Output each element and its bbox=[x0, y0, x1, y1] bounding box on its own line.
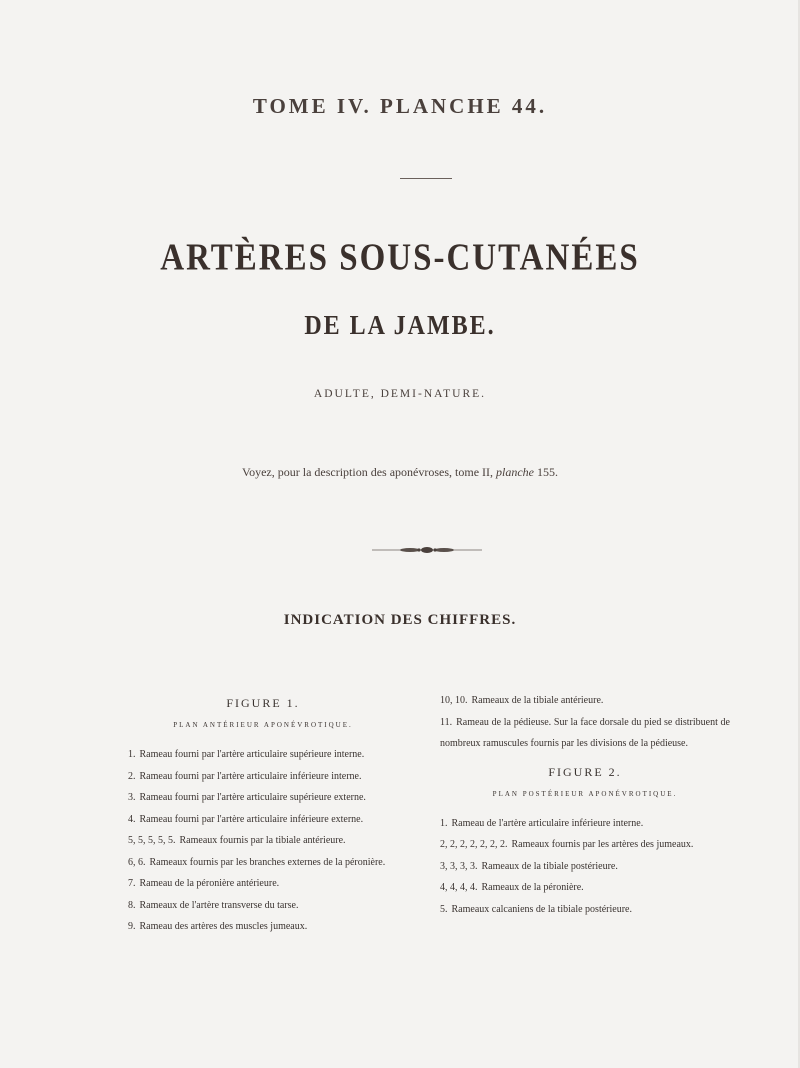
list-item bbox=[440, 813, 730, 835]
figure2-heading: FIGURE 2. bbox=[548, 764, 622, 779]
main-title-line2: DE LA JAMBE. bbox=[304, 310, 496, 341]
reference-number: 155. bbox=[537, 465, 559, 479]
section-title: INDICATION DES CHIFFRES. bbox=[283, 612, 517, 628]
item-number: 2. bbox=[128, 770, 136, 782]
item-text: Rameau fourni par l'artère articulaire supérieure externe. bbox=[139, 792, 366, 803]
figure1-list bbox=[128, 744, 398, 938]
list-item bbox=[440, 877, 730, 899]
list-item bbox=[440, 899, 730, 921]
list-item bbox=[128, 809, 398, 831]
item-text: Rameaux de l'artère transverse du tarse. bbox=[139, 899, 299, 911]
list-item bbox=[128, 873, 398, 895]
item-number: 1. bbox=[128, 749, 136, 760]
item-number: 5. bbox=[440, 903, 448, 915]
item-text: Rameaux fournis par la tibiale antérieure. bbox=[179, 835, 346, 846]
reference-italic: planche bbox=[496, 465, 535, 479]
item-text: Rameaux de la tibiale postérieure. bbox=[481, 860, 618, 872]
list-item bbox=[128, 787, 398, 809]
item-text: Rameau fourni par l'artère articulaire inférieure externe. bbox=[139, 813, 364, 825]
figure1-heading: FIGURE 1. bbox=[226, 696, 300, 710]
main-title: ARTÈRES SOUS-CUTANÉES bbox=[160, 237, 640, 279]
item-number: 8. bbox=[128, 899, 136, 911]
item-number: 4. bbox=[128, 813, 136, 825]
item-number: 9. bbox=[128, 921, 136, 932]
list-item bbox=[128, 895, 398, 917]
item-text: Rameaux fournis par les branches externes de la péronière. bbox=[149, 856, 386, 868]
figure1-plan: PLAN ANTÉRIEUR APONÉVROTIQUE. bbox=[173, 721, 353, 729]
figure-continued-column bbox=[440, 690, 730, 920]
list-item bbox=[128, 916, 398, 938]
figure2-list bbox=[440, 813, 730, 921]
list-item bbox=[440, 690, 730, 712]
subtitle: ADULTE, DEMI-NATURE. bbox=[313, 388, 487, 400]
item-text: Rameau des artères des muscles jumeaux. bbox=[139, 921, 308, 932]
reference-line bbox=[0, 465, 800, 480]
item-text: Rameau de l'artère articulaire inférieure interne. bbox=[451, 817, 644, 829]
item-text: Rameau fourni par l'artère articulaire inférieure interne. bbox=[139, 770, 362, 782]
item-text: Rameaux de la tibiale antérieure. bbox=[471, 695, 604, 706]
item-text: Rameau fourni par l'artère articulaire supérieure interne. bbox=[139, 749, 365, 760]
list-item bbox=[128, 852, 398, 874]
item-number: 2, 2, 2, 2, 2, 2, 2. bbox=[440, 839, 508, 850]
item-text: Rameaux fournis par les artères des jumeaux. bbox=[511, 839, 694, 850]
item-number: 4, 4, 4, 4. bbox=[440, 882, 478, 893]
list-item bbox=[128, 744, 398, 766]
plate-number: TOME IV. PLANCHE 44. bbox=[252, 94, 548, 118]
item-number: 10, 10. bbox=[440, 695, 468, 706]
short-divider bbox=[400, 178, 452, 179]
figure1-continued-list bbox=[440, 690, 730, 755]
item-number: 6, 6. bbox=[128, 856, 146, 868]
figure1-column bbox=[128, 690, 398, 938]
list-item bbox=[440, 834, 730, 856]
item-number: 7. bbox=[128, 878, 136, 889]
item-number: 5, 5, 5, 5, 5. bbox=[128, 835, 176, 846]
figure2-plan: PLAN POSTÉRIEUR APONÉVROTIQUE. bbox=[492, 789, 678, 798]
list-item bbox=[128, 766, 398, 788]
ornament-flourish-icon bbox=[372, 541, 482, 559]
item-number: 11. bbox=[440, 716, 453, 728]
item-text: Rameau de la pédieuse. Sur la face dorsale du pied se distribuent de nombreux ramuscules fournis par les divisions de la pédieuse. bbox=[440, 716, 730, 749]
item-number: 3. bbox=[128, 792, 136, 803]
list-item bbox=[128, 830, 398, 852]
list-item bbox=[440, 856, 730, 878]
item-number: 3, 3, 3, 3. bbox=[440, 860, 478, 872]
item-text: Rameaux de la péronière. bbox=[481, 882, 584, 893]
item-text: Rameaux calcaniens de la tibiale postérieure. bbox=[451, 903, 632, 915]
item-text: Rameau de la péronière antérieure. bbox=[139, 878, 280, 889]
list-item bbox=[440, 712, 730, 755]
item-number: 1. bbox=[440, 817, 448, 829]
reference-text: Voyez, pour la description des aponévroses, tome II, bbox=[241, 465, 494, 479]
